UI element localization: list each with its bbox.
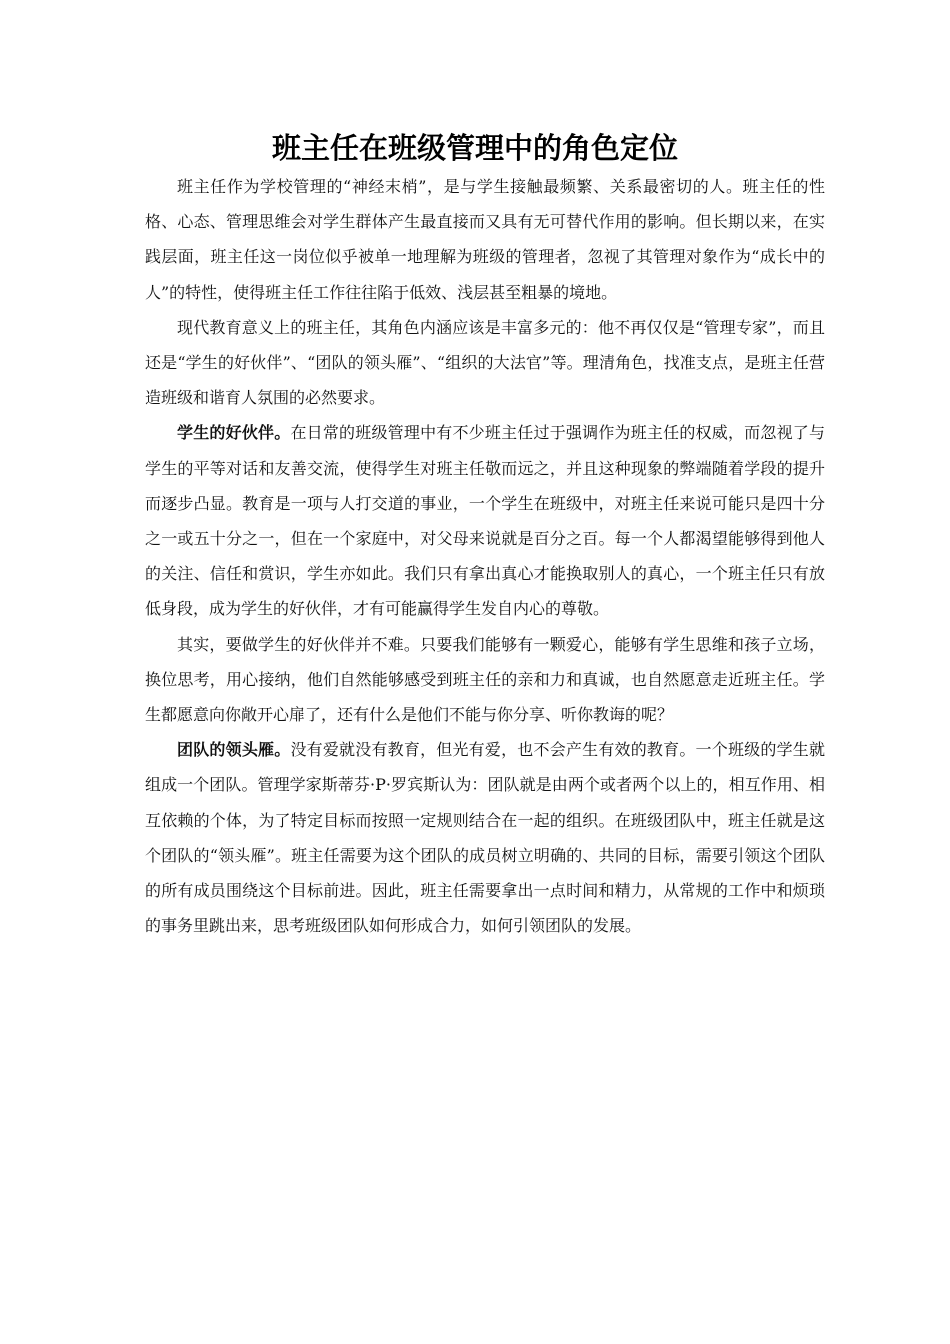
paragraph-good-partner: [145, 415, 825, 626]
paragraph-partner-easy: [145, 627, 825, 733]
section-lead-heading: 团队的领头雁。: [177, 740, 291, 760]
paragraph-text: 班主任作为学校管理的“神经末梢”，是与学生接触最频繁、关系最密切的人。班主任的性格、心态、管理思维会对学生群体产生最直接而又具有无可替代作用的影响。但长期以来，在实践层面，班主任这一岗位似乎被单一地理解为班级的管理者，忽视了其管理对象作为“成长中的人”的特性，使得班主任工作往往陷于低效、浅层甚至粗暴的境地。: [145, 177, 825, 302]
paragraph-text: 现代教育意义上的班主任，其角色内涵应该是丰富多元的：他不再仅仅是“管理专家”，而且还是“学生的好伙伴”、“团队的领头雁”、“组织的大法官”等。理清角色，找准支点，是班主任营造班级和谐育人氛围的必然要求。: [145, 317, 825, 408]
paragraph-team-leader: [145, 732, 825, 943]
paragraph-intro: [145, 169, 825, 310]
paragraph-modern-role: [145, 310, 825, 416]
document-title: 班主任在班级管理中的角色定位: [271, 131, 678, 165]
paragraph-text: 其实，要做学生的好伙伴并不难。只要我们能够有一颗爱心，能够有学生思维和孩子立场，换位思考，用心接纳，他们自然能够感受到班主任的亲和力和真诚，也自然愿意走近班主任。学生都愿意向你敞开心扉了，还有什么是他们不能与你分享、听你教诲的呢？: [145, 634, 825, 725]
paragraph-text: 没有爱就没有教育，但光有爱，也不会产生有效的教育。一个班级的学生就组成一个团队。管理学家斯蒂芬·P·罗宾斯认为：团队就是由两个或者两个以上的，相互作用、相互依赖的个体，为了特定目标而按照一定规则结合在一起的组织。在班级团队中，班主任就是这个团队的“领头雁”。班主任需要为这个团队的成员树立明确的、共同的目标，需要引领这个团队的所有成员围绕这个目标前进。因此，班主任需要拿出一点时间和精力，从常规的工作中和烦琐的事务里跳出来，思考班级团队如何形成合力，如何引领团队的发展。: [145, 740, 825, 936]
section-lead-heading: 学生的好伙伴。: [177, 423, 291, 443]
paragraph-text: 在日常的班级管理中有不少班主任过于强调作为班主任的权威，而忽视了与学生的平等对话和友善交流，使得学生对班主任敬而远之，并且这种现象的弊端随着学段的提升而逐步凸显。教育是一项与人打交道的事业，一个学生在班级中，对班主任来说可能只是四十分之一或五十分之一，但在一个家庭中，对父母来说就是百分之百。每一个人都渴望能够得到他人的关注、信任和赏识，学生亦如此。我们只有拿出真心才能换取别人的真心，一个班主任只有放低身段，成为学生的好伙伴，才有可能赢得学生发自内心的尊敬。: [145, 423, 825, 619]
document-body: [145, 169, 825, 943]
